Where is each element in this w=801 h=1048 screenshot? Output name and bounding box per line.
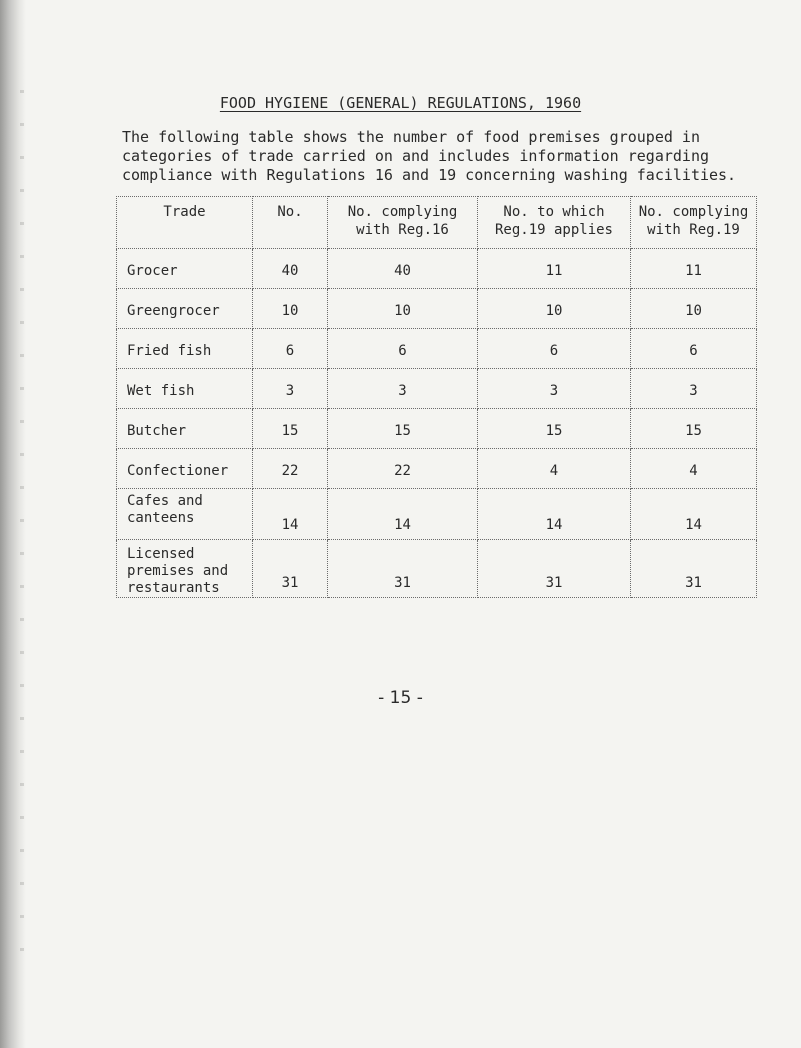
number-cell: 14	[253, 489, 328, 540]
intro-line: categories of trade carried on and includes information regarding	[122, 147, 709, 165]
comply16-cell: 3	[328, 369, 478, 409]
number-cell: 10	[253, 289, 328, 329]
comply16-cell: 22	[328, 449, 478, 489]
comply16-cell: 15	[328, 409, 478, 449]
trade-cell: Licensed premises and restaurants	[117, 540, 253, 598]
applies19-cell: 4	[478, 449, 631, 489]
comply19-cell: 11	[631, 249, 757, 289]
table-header-row	[117, 197, 757, 249]
trade-cell: Greengrocer	[117, 289, 253, 329]
scan-edge-marks	[20, 60, 24, 960]
table-row	[117, 540, 757, 598]
table-row	[117, 329, 757, 369]
applies19-cell: 3	[478, 369, 631, 409]
applies19-cell: 15	[478, 409, 631, 449]
applies19-cell: 31	[478, 540, 631, 598]
premises-table	[116, 196, 757, 598]
trade-cell: Wet fish	[117, 369, 253, 409]
comply16-cell: 6	[328, 329, 478, 369]
trade-cell: Confectioner	[117, 449, 253, 489]
comply16-cell: 10	[328, 289, 478, 329]
number-cell: 31	[253, 540, 328, 598]
table-row	[117, 449, 757, 489]
table-row	[117, 409, 757, 449]
trade-cell: Butcher	[117, 409, 253, 449]
comply16-cell: 14	[328, 489, 478, 540]
header-complying-reg16: No. complying with Reg.16	[328, 197, 478, 249]
applies19-cell: 11	[478, 249, 631, 289]
comply19-cell: 3	[631, 369, 757, 409]
intro-paragraph	[122, 128, 782, 185]
comply16-cell: 31	[328, 540, 478, 598]
header-reg19-applies: No. to which Reg.19 applies	[478, 197, 631, 249]
number-cell: 3	[253, 369, 328, 409]
table-row	[117, 289, 757, 329]
number-cell: 40	[253, 249, 328, 289]
comply19-cell: 15	[631, 409, 757, 449]
header-complying-reg19: No. complying with Reg.19	[631, 197, 757, 249]
comply19-cell: 6	[631, 329, 757, 369]
comply19-cell: 10	[631, 289, 757, 329]
number-cell: 6	[253, 329, 328, 369]
page-number: - 15 -	[378, 688, 423, 708]
trade-cell: Fried fish	[117, 329, 253, 369]
trade-cell: Cafes and canteens	[117, 489, 253, 540]
applies19-cell: 14	[478, 489, 631, 540]
header-trade: Trade	[117, 197, 253, 249]
comply19-cell: 14	[631, 489, 757, 540]
applies19-cell: 6	[478, 329, 631, 369]
intro-line: The following table shows the number of food premises grouped in	[122, 128, 700, 146]
header-number: No.	[253, 197, 328, 249]
comply19-cell: 4	[631, 449, 757, 489]
page-title: FOOD HYGIENE (GENERAL) REGULATIONS, 1960	[219, 94, 582, 112]
applies19-cell: 10	[478, 289, 631, 329]
table-row	[117, 369, 757, 409]
comply16-cell: 40	[328, 249, 478, 289]
number-cell: 22	[253, 449, 328, 489]
table-row	[117, 489, 757, 540]
intro-line: compliance with Regulations 16 and 19 concerning washing facilities.	[122, 166, 737, 184]
number-cell: 15	[253, 409, 328, 449]
comply19-cell: 31	[631, 540, 757, 598]
trade-cell: Grocer	[117, 249, 253, 289]
table-row	[117, 249, 757, 289]
